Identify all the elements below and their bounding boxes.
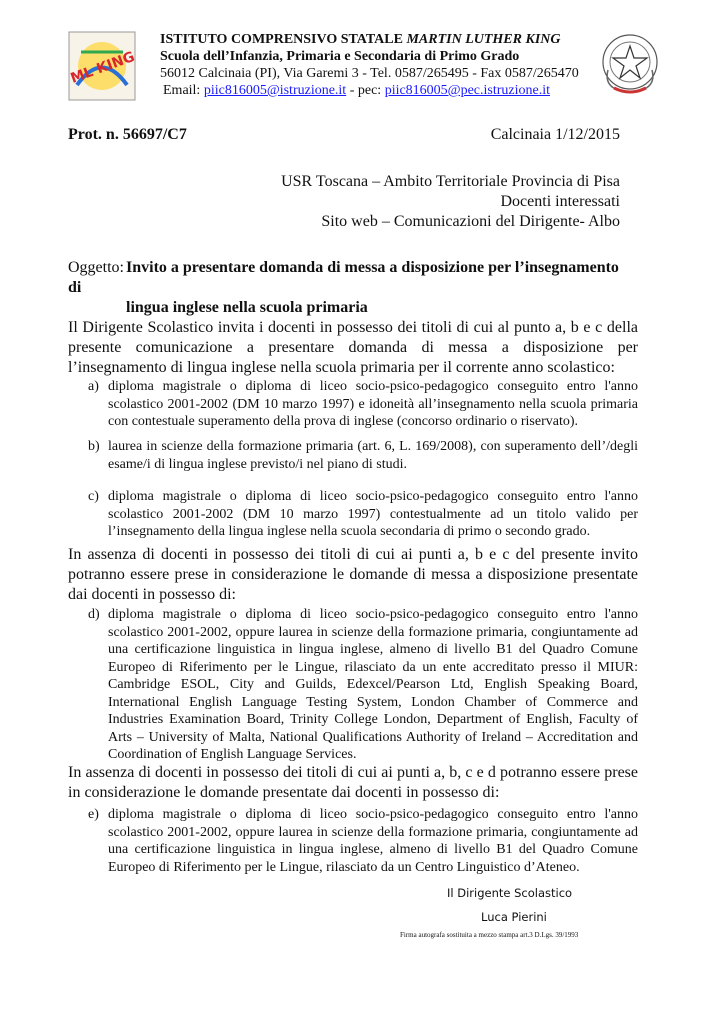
list-marker: d) [88,607,100,622]
subject-line2: lingua inglese nella scuola primaria [126,299,368,316]
subject-label: Oggetto: [68,259,124,276]
school-address: 56012 Calcinaia (PI), Via Garemi 3 - Tel. 0587/265495 - Fax 0587/265470 [160,66,579,81]
list-text: diploma magistrale o diploma di liceo socio-psico-pedagogico conseguito entro l'anno scolastico 2001-2002 (DM 10 marzo 1997) contestualmente ad un titolo valido per l’insegnamento della lingua inglese nella scuola secondaria di primo o secondo grado. [108,489,638,539]
signature-role: Il Dirigente Scolastico [447,886,573,900]
intro-paragraph: Il Dirigente Scolastico invita i docenti in possesso dei titoli di cui al punto a, b e c della presente comunicazione a presentare domanda di messa a disposizione per l’insegnamento di lingua inglese nella scuola primaria per il corrente anno scolastico: [68,319,638,376]
paragraph-alternative-1: In assenza di docenti in possesso dei titoli di cui ai punti a, b e c del presente invito potranno essere prese in considerazione le domande di messa a disposizione presentate dai docenti in possesso di: [68,546,638,603]
list-text: diploma magistrale o diploma di liceo socio-psico-pedagogico conseguito entro l'anno scolastico 2001-2002 (DM 10 marzo 1997) e idoneità all’insegnamento nella scuola primaria con contestuale superamento della prova di inglese (concorso ordinario o riservato). [108,379,638,429]
list-marker: b) [88,439,100,454]
republic-emblem [600,30,660,98]
list-item-e [88,806,638,876]
protocol-number: Prot. n. 56697/C7 [68,126,187,143]
list-item-a [88,378,638,431]
school-type: Scuola dell’Infanzia, Primaria e Secondaria di Primo Grado [160,49,520,64]
school-header [160,31,600,99]
paragraph-alternative-2: In assenza di docenti in possesso dei titoli di cui ai punti a, b, c e d potranno essere prese in considerazione le domande presentate dai docenti in possesso di: [68,764,638,801]
pec-link[interactable]: piic816005@pec.istruzione.it [384,83,550,98]
contact-line: Email: piic816005@istruzione.it - pec: piic816005@pec.istruzione.it [163,83,550,98]
list-item-d [88,606,638,764]
list-marker: e) [88,807,99,822]
subject [68,258,628,318]
list-text: laurea in scienze della formazione primaria (art. 6, L. 169/2008), con superamento dell’/degli esame/i di lingua inglese previsto/i nel piano di studi. [108,439,638,472]
email-link[interactable]: piic816005@istruzione.it [203,83,347,98]
school-name: ISTITUTO COMPRENSIVO STATALE MARTIN LUTHER KING [160,32,561,47]
list-text: diploma magistrale o diploma di liceo socio-psico-pedagogico conseguito entro l'anno scolastico 2001-2002, oppure laurea in scienze della formazione primaria, congiuntamente ad una certificazione linguistica in lingua inglese, almeno di livello B1 del Quadro Comune Europeo di Riferimento per le Lingue, rilasciato da un Centro Linguistico d’Ateneo. [108,807,638,875]
recipient: Docenti interessati [500,193,620,210]
svg-text:ML KING: ML KING [68,48,137,87]
recipient: USR Toscana – Ambito Territoriale Provincia di Pisa [281,173,620,190]
list-text: diploma magistrale o diploma di liceo socio-psico-pedagogico conseguito entro l'anno scolastico 2001-2002, oppure laurea in scienze della formazione primaria, congiuntamente ad una certificazione linguistica in lingua inglese, almeno di livello B1 del Quadro Comune Europeo di Riferimento per le Lingue, rilasciato da un ente accreditato presso il MIUR: Cambridge ESOL, City and Guilds, Edexcel/Pearson Ltd, English Speaking Board, International English Language Testing System, London Chamber of Commerce and Industries Examination Board, Trinity College London, Department of English, Faculty of Arts – University of Malta, National Qualifications Authority of Ireland – Accreditation and Coordination of English Language Services. [108,607,638,762]
recipients [281,172,620,232]
document-date: Calcinaia 1/12/2015 [490,126,620,143]
list-item-c [88,488,638,541]
signature-name: Luca Pierini [481,910,547,924]
school-logo [67,30,137,102]
list-marker: c) [88,489,99,504]
subject-line1: Invito a presentare domanda di messa a disposizione per l’insegnamento di [68,259,619,296]
list-marker: a) [88,379,99,394]
recipient: Sito web – Comunicazioni del Dirigente- Albo [321,213,620,230]
signature-note: Firma autografa sostituita a mezzo stampa art.3 D.Lgs. 39/1993 [400,931,579,939]
list-item-b [88,438,638,473]
